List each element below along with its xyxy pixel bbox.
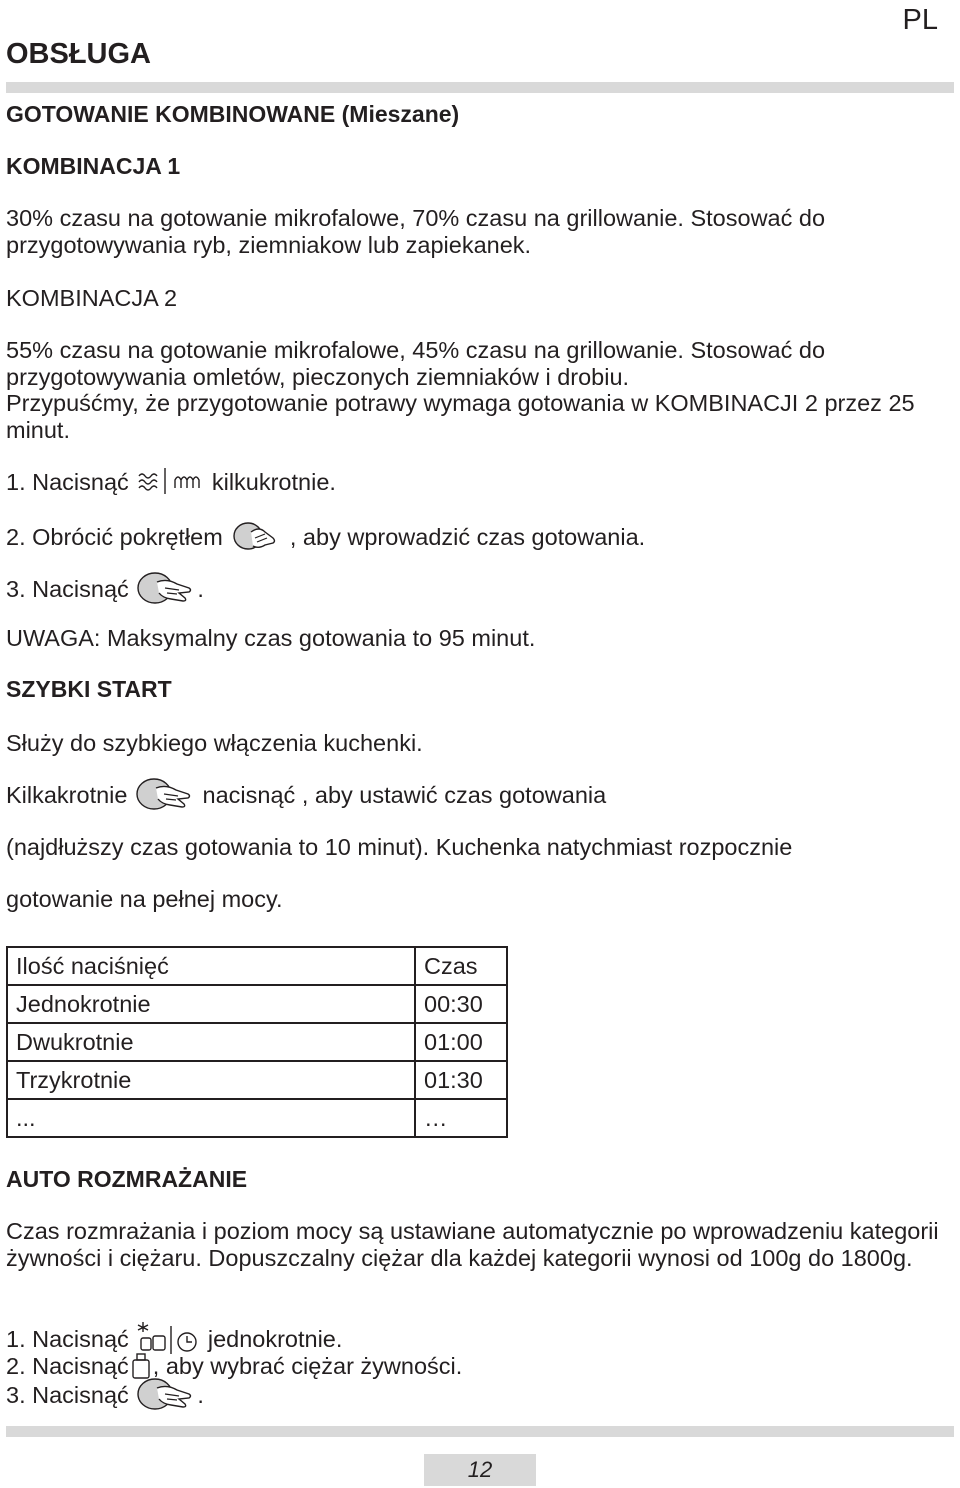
step-text: kilkukrotnie. (211, 469, 336, 496)
step-text: 2. Nacisnąć (6, 1353, 129, 1380)
step-text: . (197, 576, 204, 603)
defrost-step-3 (6, 1376, 204, 1418)
page-title: OBSŁUGA (6, 38, 151, 70)
combination-1-text: 30% czasu na gotowanie mikrofalowe, 70% czasu na grillowanie. Stosować do przygotowywania ryb, ziemniakow lub zapiekanek. (6, 205, 826, 258)
table-row (7, 1023, 507, 1061)
quick-start-table (6, 946, 508, 1138)
quick-start-line-1: Służy do szybkiego włączenia kuchenki. (6, 730, 423, 756)
table-row (7, 1099, 507, 1137)
table-row (7, 1061, 507, 1099)
quick-start-heading: SZYBKI START (6, 676, 172, 702)
table-cell: … (415, 1099, 507, 1137)
table-cell: 01:00 (415, 1023, 507, 1061)
step-text: . (197, 1382, 204, 1409)
table-header-cell: Ilość naciśnięć (7, 947, 415, 985)
table-cell: 00:30 (415, 985, 507, 1023)
step-text: 1. Nacisnąć (6, 469, 129, 496)
combined-cooking-heading: GOTOWANIE KOMBINOWANE (Mieszane) (6, 101, 460, 127)
step-text: 3. Nacisnąć (6, 1382, 129, 1409)
quick-start-line-2 (6, 776, 606, 818)
start-hand-icon (134, 776, 196, 818)
quick-start-line-4: gotowanie na pełnej mocy. (6, 886, 283, 912)
microwave-grill-icon (135, 466, 205, 502)
start-hand-icon (135, 570, 197, 612)
auto-defrost-heading: AUTO ROZMRAŻANIE (6, 1166, 248, 1192)
combination-1-title: KOMBINACJA 1 (6, 153, 181, 179)
combination-2-title: KOMBINACJA 2 (6, 285, 178, 311)
table-header-cell: Czas (415, 947, 507, 985)
auto-defrost-text: Czas rozmrażania i poziom mocy są ustawiane automatycznie po wprowadzeniu kategorii żywności i ciężaru. Dopuszczalny ciężar dla każdej kategorii wynosi od 100g do 1800g. (6, 1218, 939, 1271)
dial-knob-icon (229, 518, 283, 560)
table-cell: Trzykrotnie (7, 1061, 415, 1099)
table-cell: 01:30 (415, 1061, 507, 1099)
step-text: 1. Nacisnąć (6, 1326, 129, 1353)
combination-2-text: 55% czasu na gotowanie mikrofalowe, 45% czasu na grillowanie. Stosować do przygotowywania omletów, pieczonych ziemniaków i drobiu. (6, 337, 826, 390)
table-row (7, 985, 507, 1023)
page-number: 12 (424, 1454, 536, 1486)
step-text: jednokrotnie. (207, 1326, 343, 1353)
quick-start-line-3: (najdłuższy czas gotowania to 10 minut). Kuchenka natychmiast rozpocznie (6, 834, 793, 860)
quick-start-text: Kilkakrotnie (6, 782, 128, 809)
combined-step-3 (6, 570, 204, 612)
step-text: 3. Nacisnąć (6, 576, 129, 603)
step-text: 2. Obrócić pokrętłem (6, 524, 223, 551)
combined-step-1 (6, 466, 336, 502)
quick-start-text: nacisnąć , aby ustawić czas gotowania (202, 782, 607, 809)
footer-divider (6, 1426, 954, 1437)
table-cell: Dwukrotnie (7, 1023, 415, 1061)
table-cell: ... (7, 1099, 415, 1137)
start-hand-icon (135, 1376, 197, 1418)
combination-2-example: Przypuśćmy, że przygotowanie potrawy wymaga gotowania w KOMBINACJI 2 przez 25 minut. (6, 390, 915, 443)
combined-step-2 (6, 518, 645, 560)
header-divider (6, 82, 954, 93)
table-cell: Jednokrotnie (7, 985, 415, 1023)
step-text: , aby wybrać ciężar żywności. (152, 1353, 463, 1380)
max-time-note: UWAGA: Maksymalny czas gotowania to 95 minut. (6, 625, 536, 651)
step-text: , aby wprowadzić czas gotowania. (289, 524, 646, 551)
table-header-row (7, 947, 507, 985)
language-label: PL (902, 4, 938, 36)
